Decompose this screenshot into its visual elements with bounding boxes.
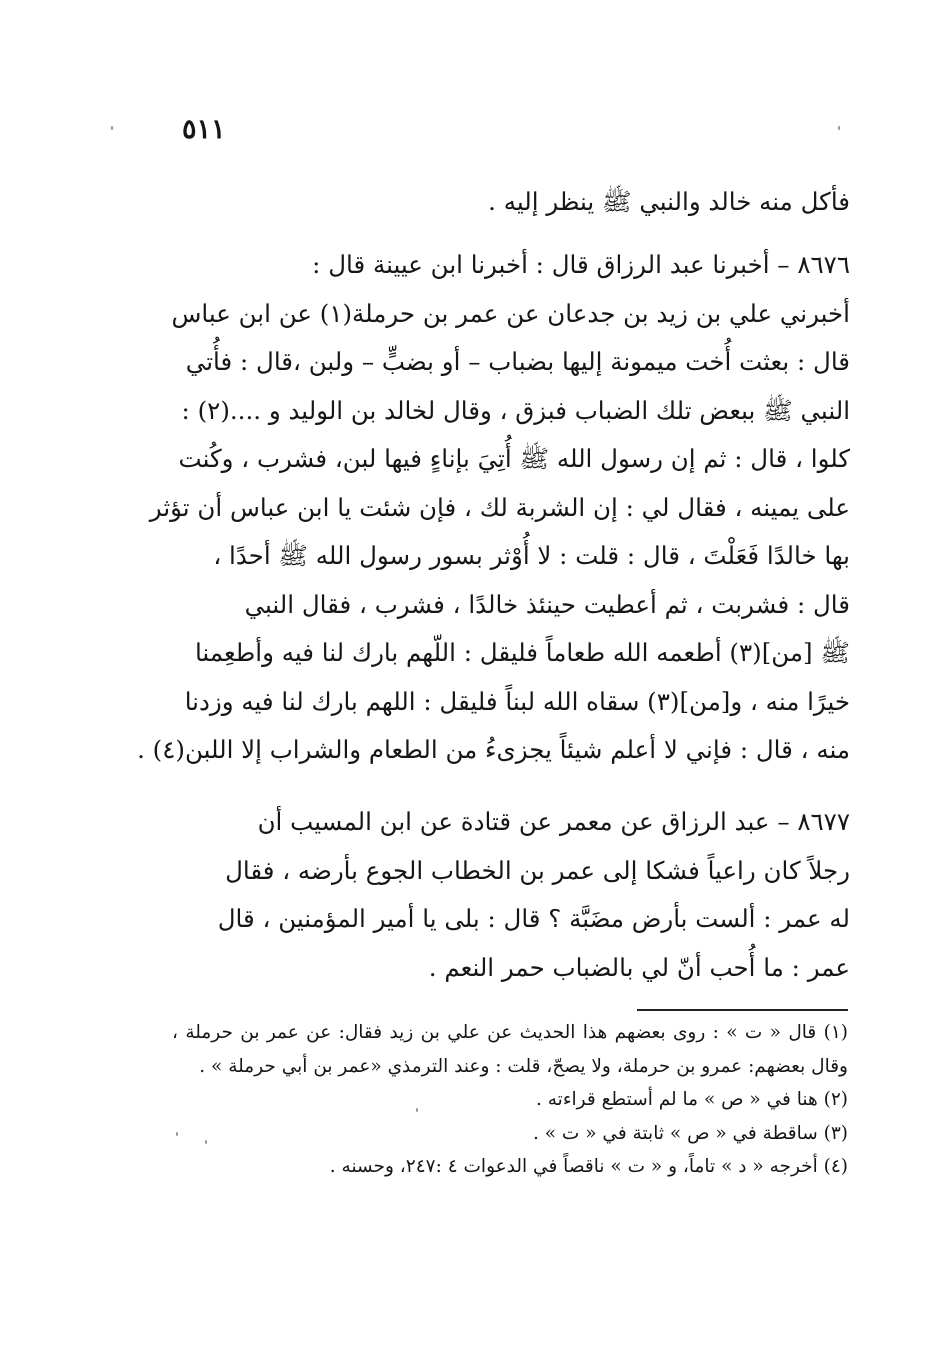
text-line: ٨٦٧٧ – عبد الرزاق عن معمر عن قتادة عن ابن المسيب أن — [257, 807, 850, 836]
text-line: كلوا ، قال : ثم إن رسول الله ﷺ أُتِيَ بإناءٍ فيها لبن، فشرب ، وكُنت — [178, 444, 850, 473]
text-line: قال : بعثت أُخت ميمونة إليها بضباب – أو بضبٍّ – ولبن ،قال : فأُتي — [185, 347, 850, 376]
hadith-8676-paragraph — [137, 241, 850, 775]
text-line: أخبرني علي بن زيد بن جدعان عن عمر بن حرملة(١) عن ابن عباس — [171, 298, 850, 328]
text-line: قال : فشربت ، ثم أعطيت حينئذ خالدًا ، فشرب ، فقال النبي — [244, 589, 850, 619]
scan-speck — [111, 126, 113, 130]
text-line: رجلاً كان راعياً فشكا إلى عمر بن الخطاب الجوع بأرضه ، فقال — [225, 855, 850, 885]
text-line: فأكل منه خالد والنبي ﷺ ينظر إليه . — [488, 187, 850, 216]
footnote-marker: (٣) — [823, 1122, 848, 1144]
page-number: ٥١١ — [182, 114, 226, 145]
footnote-text: هنا في « ص » ما لم أستطع قراءته . — [535, 1089, 818, 1110]
text-line: منه ، قال : فإني لا أعلم شيئاً يجزىءُ من الطعام والشراب إلا اللبن(٤) . — [137, 735, 850, 764]
continuation-paragraph — [174, 178, 850, 227]
text-line: ﷺ [من](٣) أطعمه الله طعاماً فليقل : اللّهم بارك لنا فيه وأطعِمنا — [194, 638, 850, 667]
scan-speck — [176, 1132, 178, 1136]
text-line: له عمر : ألست بأرض مضَبَّة ؟ قال : بلى يا أمير المؤمنين ، قال — [217, 904, 850, 933]
footnote-marker: (١) — [823, 1022, 848, 1043]
text-line: عمر : ما أُحب أنّ لي بالضباب حمر النعم . — [428, 952, 850, 982]
footnotes-section — [172, 1016, 848, 1184]
scan-speck — [838, 126, 840, 130]
footnote-text: قال « ت » : روى بعضهم هذا الحديث عن علي بن زيد فقال: عن عمر بن حرملة ، وقال بعضهم: عمرو بن حرملة، ولا يصحّ، قلت : وعند الترمذي «عمر بن أبي حرملة » . — [172, 1022, 848, 1077]
footnote-marker: (٢) — [823, 1089, 848, 1110]
footnote-3 — [172, 1117, 848, 1151]
text-line: خيرًا منه ، و[من](٣) سقاه الله لبناً فليقل : اللهم بارك لنا فيه وزدنا — [184, 686, 850, 716]
footnote-2 — [172, 1083, 848, 1117]
hadith-8677-paragraph — [174, 798, 850, 992]
scan-speck — [416, 1108, 418, 1112]
text-line: بها خالدًا فَعَلْتَ ، قال : قلت : لا أُوْثر بسور رسول الله ﷺ أحدًا ، — [213, 541, 850, 570]
footnote-1 — [172, 1016, 848, 1083]
footnote-divider — [637, 1009, 848, 1011]
scan-speck — [205, 1140, 207, 1144]
text-line: ٨٦٧٦ – أخبرنا عبد الرزاق قال : أخبرنا ابن عيينة قال : — [312, 250, 850, 279]
text-line: على يمينه ، فقال لي : إن الشربة لك ، فإن شئت يا ابن عباس أن تؤثر — [149, 492, 850, 522]
text-line: النبي ﷺ ببعض تلك الضباب فبزق ، وقال لخالد بن الوليد و ....(٢) : — [181, 395, 850, 425]
footnote-4 — [172, 1150, 848, 1184]
footnote-text: أخرجه « د » تاماً، و « ت » ناقصاً في الدعوات ٤ :٢٤٧، وحسنه . — [329, 1156, 818, 1177]
footnote-text: ساقطة في « ص » ثابتة في « ت » . — [532, 1122, 818, 1144]
footnote-marker: (٤) — [823, 1156, 848, 1177]
